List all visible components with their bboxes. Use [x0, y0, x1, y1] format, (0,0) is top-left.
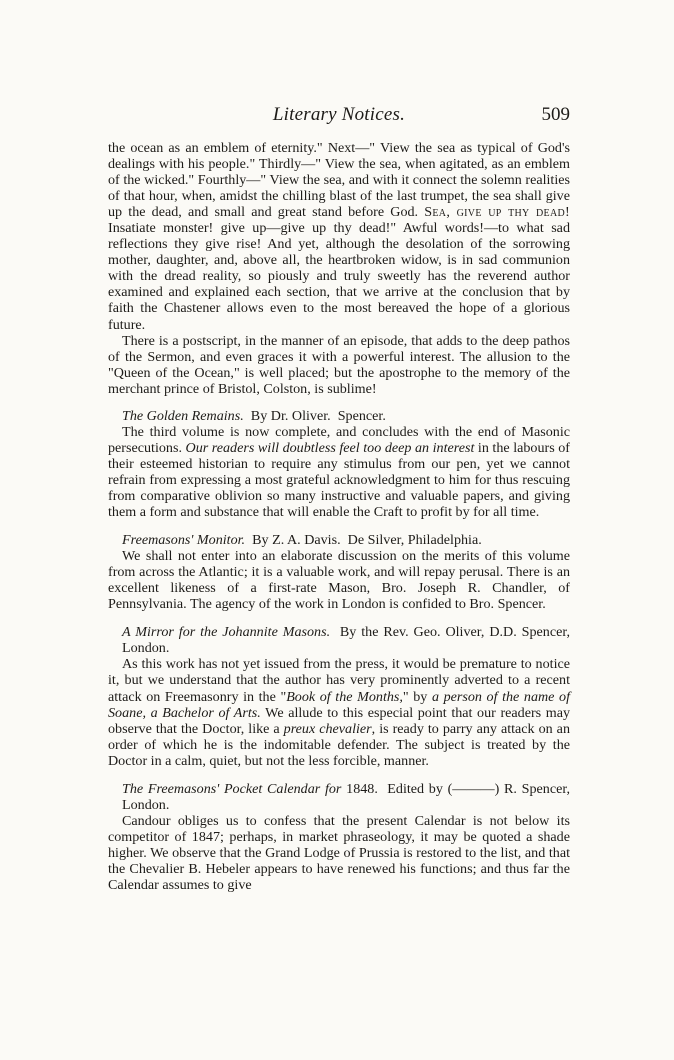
monitor-title-line — [108, 532, 570, 548]
sermon-text-b: Insatiate monster! give up—give up thy dead!" Awful words!—to what sad reflections they give rise! And yet, although the desolation of the sorrowing mother, daughter, and, above all, the heartbroken widow, is in sad communion with the dread reality, so piously and truly sweetly has the reverend author examined and explained each section, that we arrive at the conclusion that by faith the Chastener allows even to the most bereaved the hope of a glorious future. — [108, 220, 570, 333]
mirror-emphasis-1: Book of the Months, — [286, 688, 403, 705]
calendar-editor: Edited by (———) — [387, 780, 500, 797]
sermon-paragraph — [108, 140, 570, 333]
body-text — [108, 140, 570, 893]
golden-remains-paragraph — [108, 424, 570, 520]
calendar-paragraph: Candour obliges us to confess that the present Calendar is not below its competitor of 1847; perhaps, in market phraseology, it may be quoted a shade higher. We observe that the Grand Lodge of Prussia is restored to the list, and that the Chevalier B. Hebeler appears to have renewed his functions; and thus far the Calendar assumes to give — [108, 812, 570, 894]
calendar-title-line — [108, 781, 570, 813]
mirror-text-c: We allude to this especial point that our readers may observe that the Doctor, like a — [108, 704, 570, 737]
mirror-author: By the Rev. Geo. Oliver, D.D. — [339, 624, 517, 641]
calendar-publisher: R. Spencer, London. — [122, 780, 570, 813]
monitor-paragraph: We shall not enter into an elaborate discussion on the merits of this volume from across the Atlantic; it is a valuable work, and will repay perusal. There is an excellent likeness of a first-rate Mason, Bro. Joseph R. Chandler, of Pennsylvania. The agency of the work in London is confided to Bro. Spencer. — [108, 548, 570, 613]
mirror-text-a: As this work has not yet issued from the press, it would be premature to notice it, but we understand that the author has very prominently adverted to a recent attack on Freemasonry in the " — [108, 656, 570, 705]
mirror-emphasis-3: preux chevalier — [283, 720, 372, 737]
mirror-text-b: " by — [402, 688, 432, 705]
mirror-publisher: Spencer, London. — [122, 624, 570, 657]
mirror-title-line — [108, 624, 570, 656]
golden-remains-emphasis: Our readers will doubtless feel too deep an interest — [185, 439, 475, 456]
calendar-title: The Freemasons' Pocket Calendar for — [122, 780, 342, 797]
mirror-text-d: , is ready to parry any attack on an order of which he is the indomitable defender. The subject is treated by the Doctor in a calm, quiet, but not the less forcible, manner. — [108, 720, 570, 769]
monitor-author: By Z. A. Davis. — [252, 532, 341, 549]
golden-remains-text-a: The third volume is now complete, and concludes with the end of Masonic persecutions. — [108, 423, 570, 456]
page-number: 509 — [541, 104, 570, 125]
mirror-paragraph — [108, 656, 570, 768]
golden-remains-author: By Dr. Oliver. — [250, 407, 331, 424]
sermon-small-caps: Sea, give up thy dead! — [424, 204, 570, 221]
sermon-postscript-paragraph: There is a postscript, in the manner of an episode, that adds to the deep pathos of the Sermon, and even graces it with a powerful interest. The allusion to the "Queen of the Ocean," is well placed; but the apostrophe to the memory of the merchant prince of Bristol, Colston, is sublime! — [108, 332, 570, 397]
golden-remains-title-line — [108, 408, 570, 424]
monitor-title: Freemasons' Monitor. — [122, 532, 246, 549]
page-header — [108, 104, 570, 134]
running-head: Literary Notices. — [272, 104, 406, 125]
golden-remains-publisher: Spencer. — [337, 407, 386, 424]
sermon-text-a: the ocean as an emblem of eternity." Next—" View the sea as typical of God's dealings with his people." Thirdly—" View the sea, when agitated, as an emblem of the wicked." Fourthly—" View the sea, and with it connect the solemn realities of that hour, when, amidst the chilling blast of the last trumpet, the sea shall give up the dead, and small and great stand before God. — [108, 140, 570, 221]
calendar-year: 1848. — [346, 780, 378, 797]
mirror-emphasis-2: a person of the name of Soane, a Bachelor of Arts. — [108, 688, 570, 721]
golden-remains-title: The Golden Remains. — [122, 407, 244, 424]
monitor-publisher: De Silver, Philadelphia. — [347, 532, 482, 549]
mirror-title: A Mirror for the Johannite Masons. — [122, 624, 331, 641]
golden-remains-text-b: in the labours of their esteemed historian to require any stimulus from our pen, yet we cannot refrain from expressing a most grateful acknowledgment to him for thus rescuing from comparative oblivion so many instructive and valuable papers, and giving them a form and substance that will enable the Craft to profit by for all time. — [108, 439, 570, 521]
